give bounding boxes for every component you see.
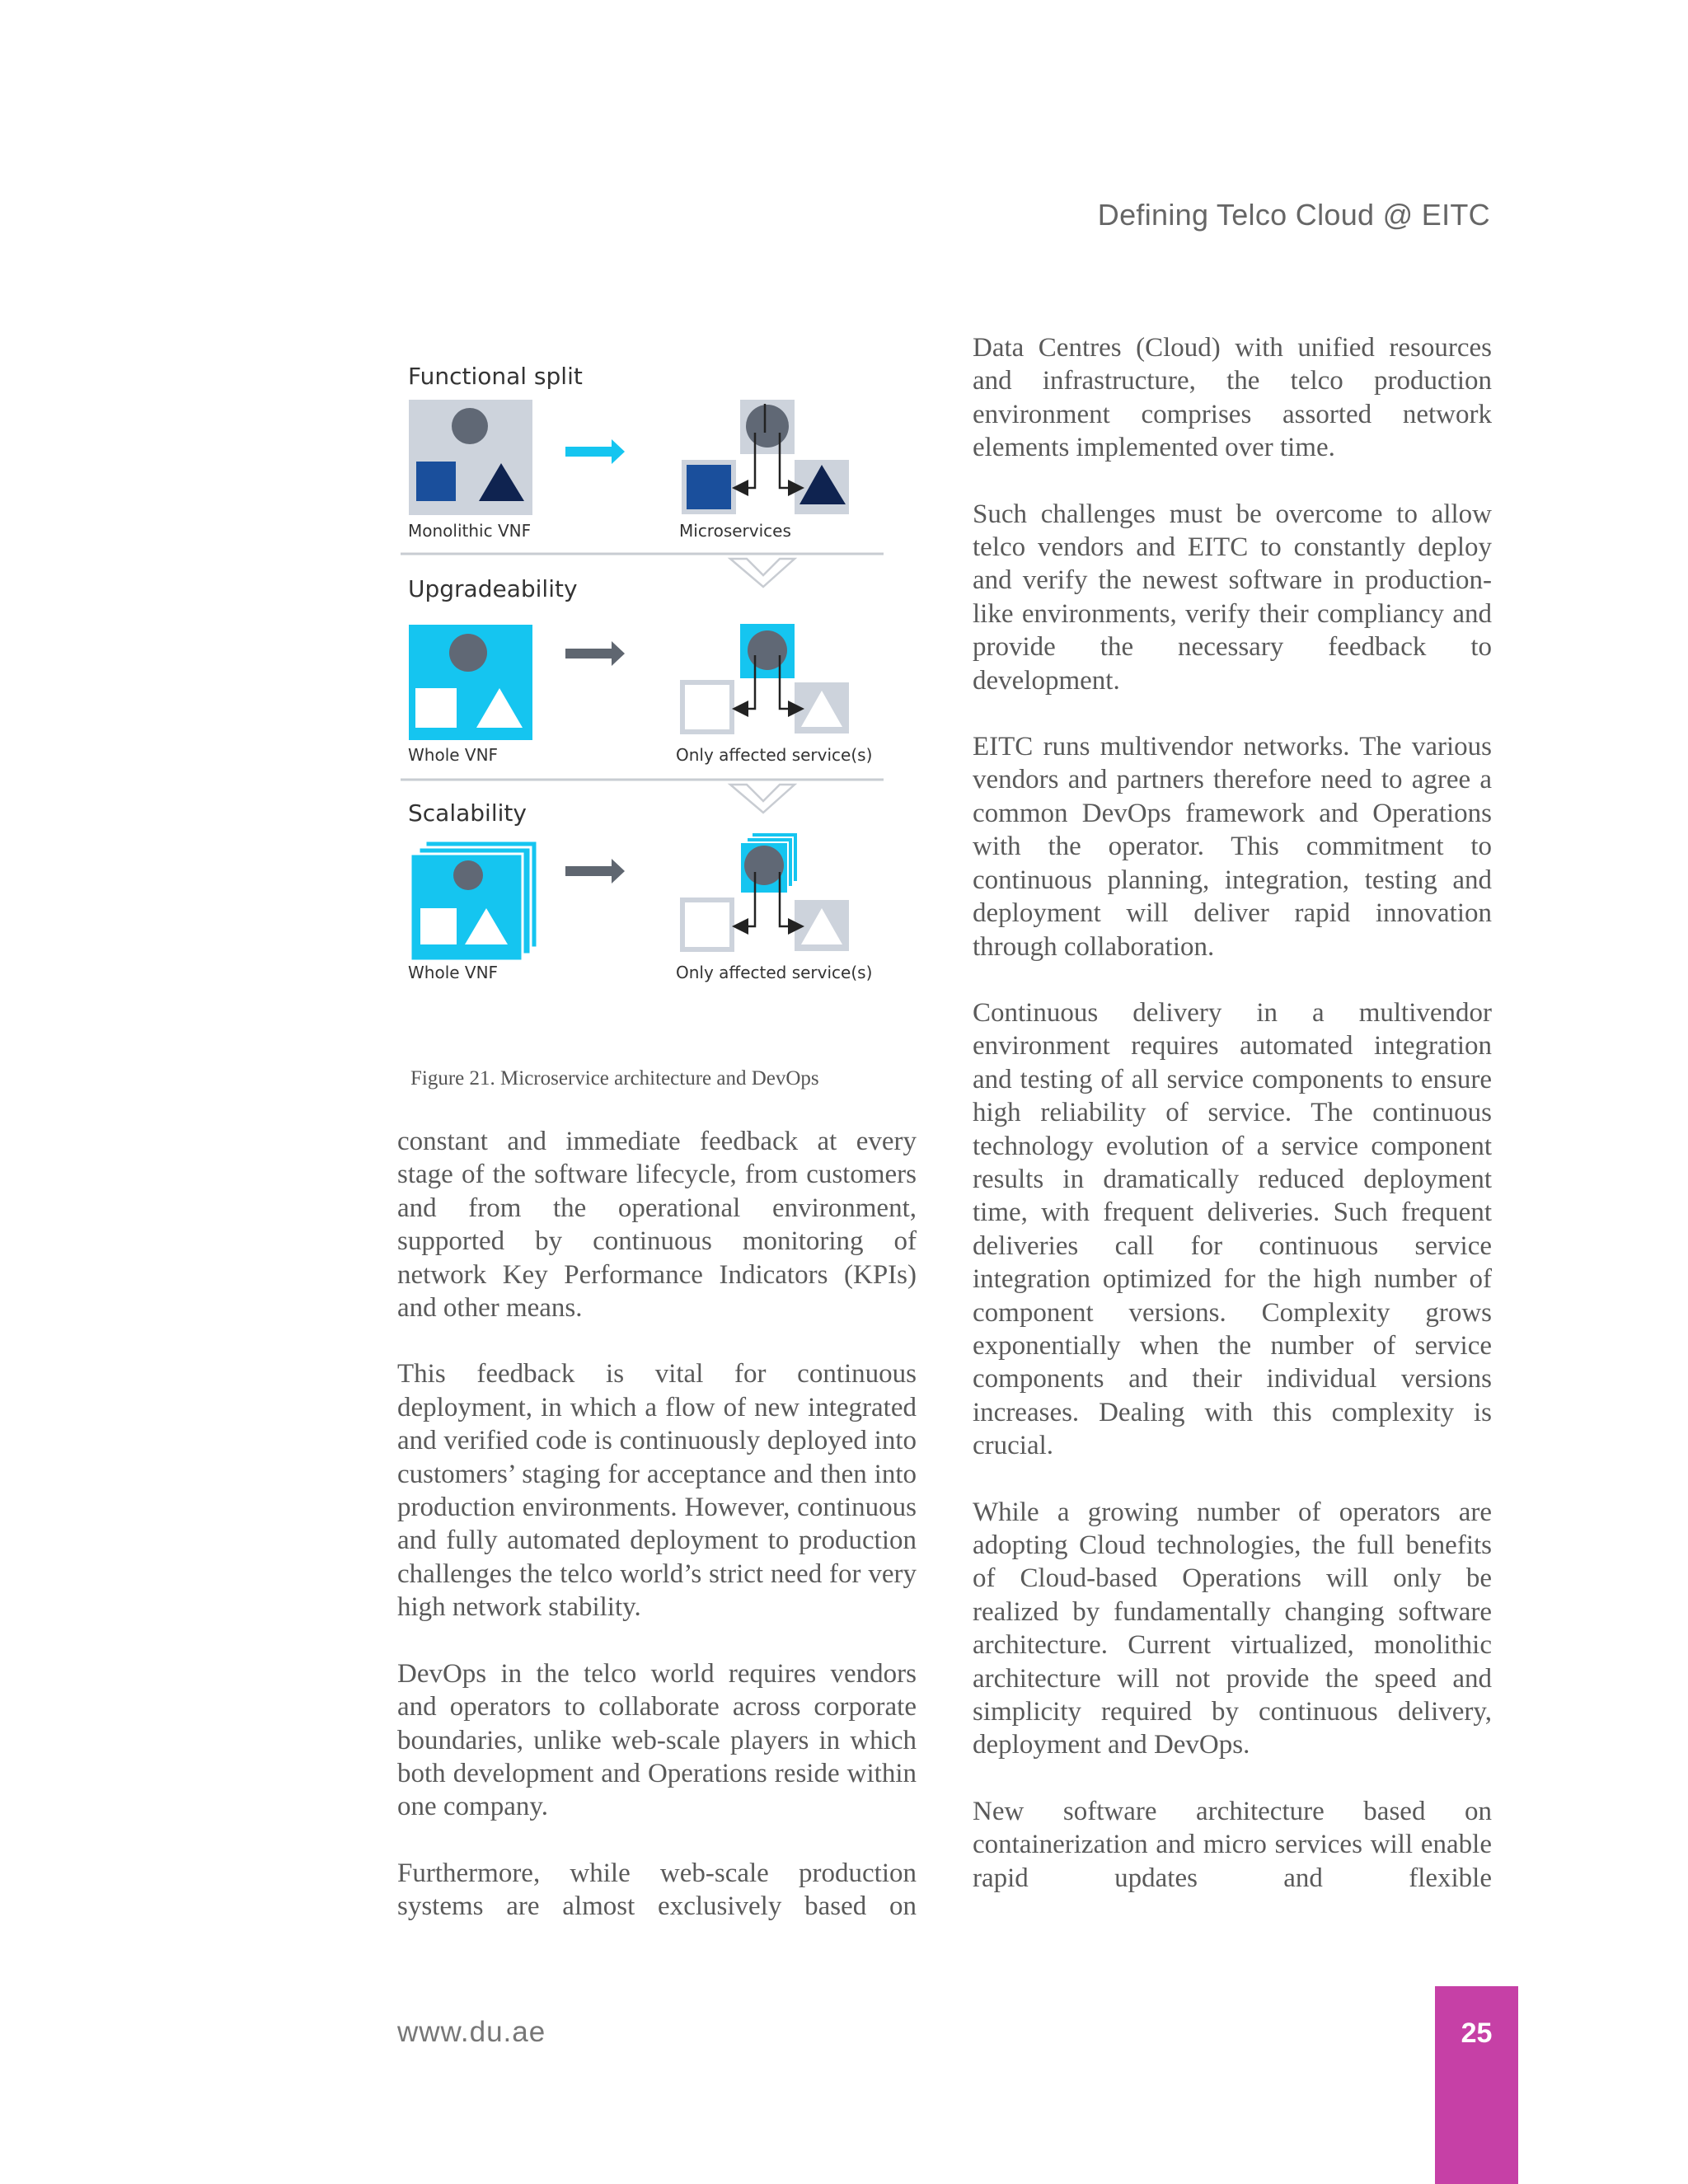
paragraph: New software architecture based on containerization and micro services will enable rapid updates and flexible [973,1796,1492,1893]
figure-caption: Figure 21. Microservice architecture and DevOps [410,1067,819,1090]
paragraph: Such challenges must be overcome to allow telco vendors and EITC to constantly deploy and verify the newest software in production-like environments, verify their compliancy and provide the necessary feedback to development. [973,499,1492,696]
upgrade-arrow-icon [565,641,625,666]
paragraph: EITC runs multivendor networks. The various vendors and partners therefore need to agree a common DevOps framework and Operations with the operator. This commitment to continuous planning, integration, testing and deployment will deliver rapid innovation through collaboration. [973,732,1492,962]
label-only-affected-services: Only affected service(s) [676,745,873,765]
paragraph: Furthermore, while web-scale production systems are almost exclusively based on [397,1858,917,1922]
paragraph: constant and immediate feedback at every stage of the software lifecycle, from customers and from the operational environment, supported by continuous monitoring of network Key Performance Indicators (KPIs) and other means. [397,1127,917,1324]
paragraph: Continuous delivery in a multivendor environment requires automated integration and testing of all service components to ensure high reliability of service. The continuous technology evolution of a service component results in dramatically reduced deployment time, with frequent deliveries. Such frequent deliveries call for continuous service integration optimized for the high number of component versions. Complexity grows exponentially when the number of service components and their individual versions increases. Dealing with this complexity is crucial. [973,997,1492,1461]
scalability-diagram [410,832,849,961]
label-whole-vnf: Whole VNF [408,745,499,765]
microservice-architecture-figure [396,354,907,1005]
paragraph: This feedback is vital for continuous deployment, in which a flow of new integrated and verified code is continuously deployed into customers’ staging for acceptance and then into production environments. However, continuous and fully automated deployment to production challenges the telco world’s strict need for very high network stability. [397,1359,917,1623]
upgradeability-diagram [409,624,849,740]
page-number: 25 [1461,2018,1493,2049]
functional-split-diagram [409,400,849,515]
section-title-functional-split: Functional split [408,363,583,390]
scale-arrow-icon [565,859,625,883]
footer-website-link[interactable]: www.du.ae [397,2016,546,2048]
vnf-circle-icon [452,408,488,444]
page-header-title: Defining Telco Cloud @ EITC [1097,198,1490,232]
vnf-square-icon [416,462,456,501]
section-title-scalability: Scalability [408,799,527,827]
transform-arrow-icon [565,439,625,464]
label-microservices: Microservices [679,521,791,541]
left-text-column [397,1125,917,1957]
chevron-down-icon [730,785,795,813]
page-number-tab [1435,1986,1518,2184]
paragraph: Data Centres (Cloud) with unified resources and infrastructure, the telco production environment comprises assorted network elements implemented over time. [973,333,1492,463]
paragraph: While a growing number of operators are adopting Cloud technologies, the full benefits of Cloud-based Operations will only be realized by fundamentally changing software architecture. Current virtualized, monolithic architecture will not provide the speed and simplicity required by continuous delivery, deployment and DevOps. [973,1497,1492,1760]
label-whole-vnf: Whole VNF [408,963,499,982]
chevron-down-icon [730,559,795,587]
label-monolithic-vnf: Monolithic VNF [408,521,532,541]
right-text-column [973,331,1492,1928]
paragraph: DevOps in the telco world requires vendors and operators to collaborate across corporate boundaries, unlike web-scale players in which both development and Operations reside within one company. [397,1658,917,1822]
figure-graphic [396,354,907,1005]
section-title-upgradeability: Upgradeability [408,575,578,602]
label-only-affected-services: Only affected service(s) [676,963,873,982]
